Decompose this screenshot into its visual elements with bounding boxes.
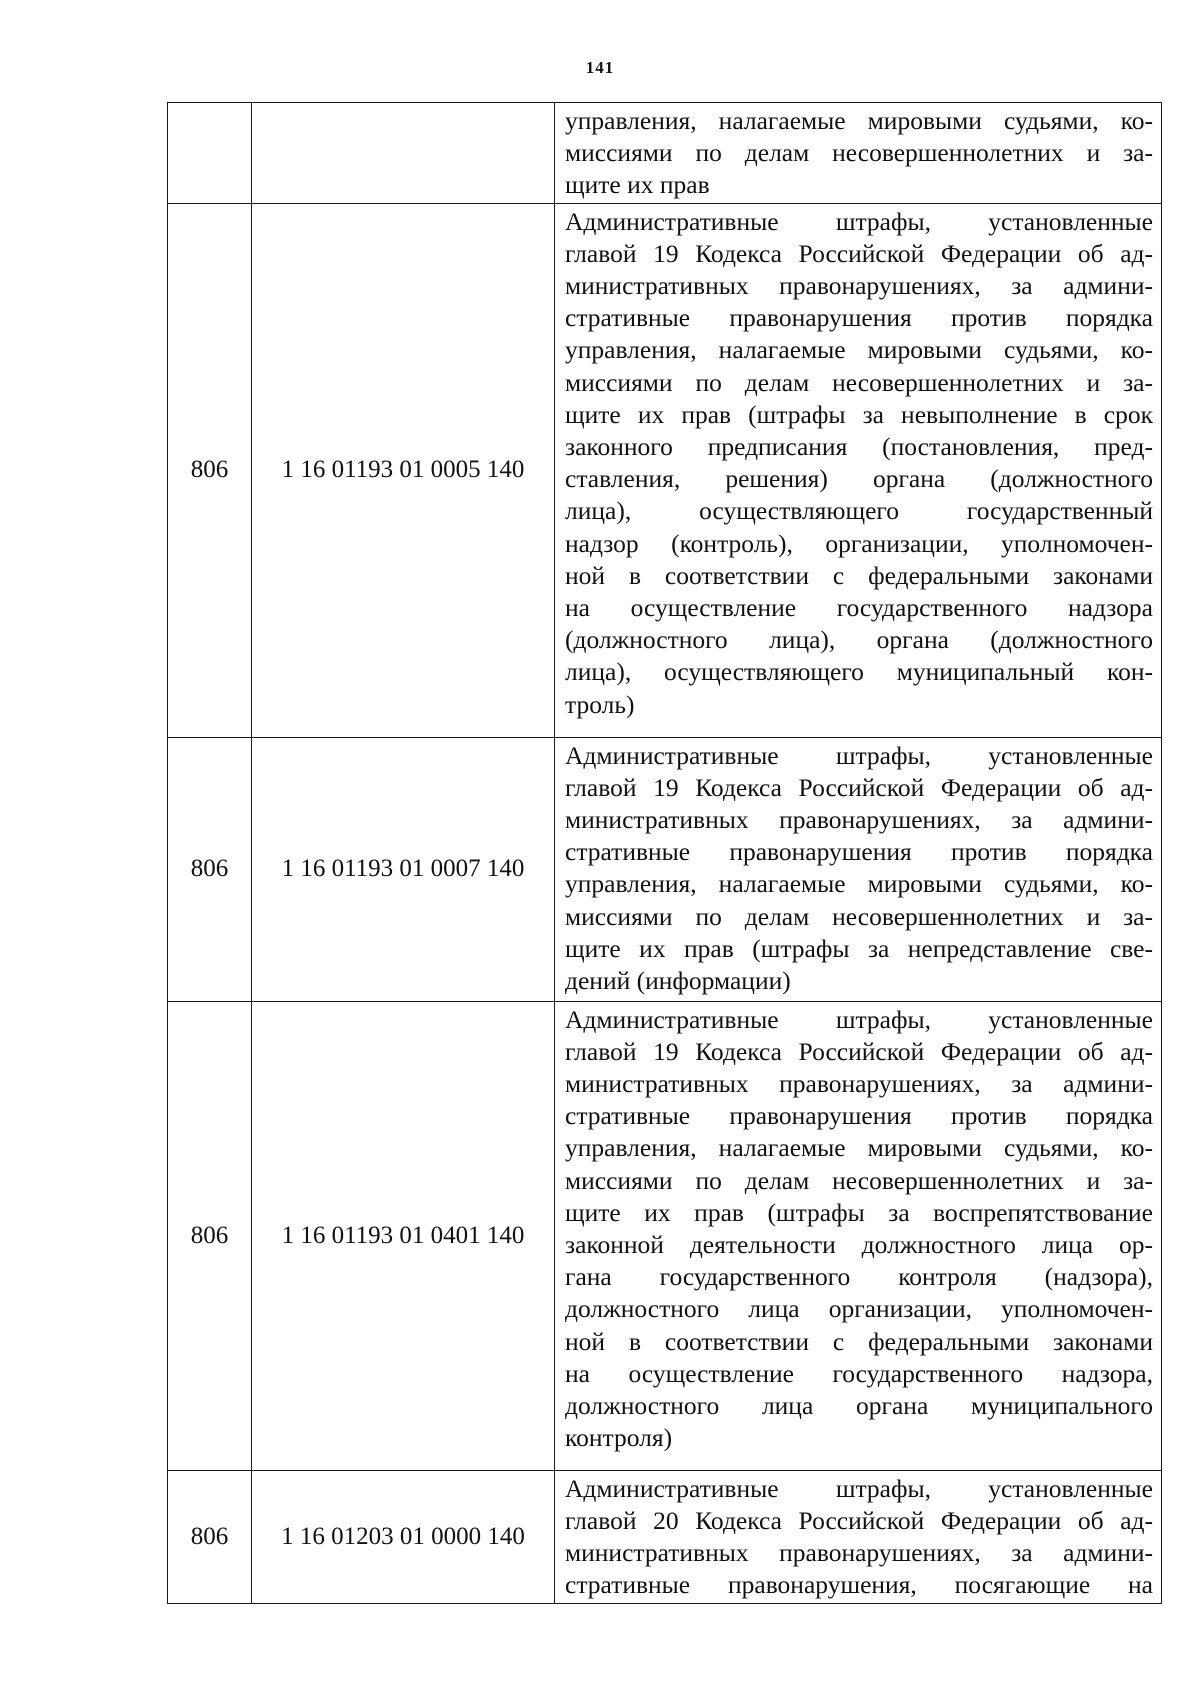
description-line: законного предписания (постановления, пред- [565, 432, 1153, 462]
budget-code-cell [252, 103, 555, 204]
description-line: миссиями по делам несовершеннолетних и за- [565, 367, 1153, 397]
description-cell [555, 1470, 1162, 1603]
description-line: миссиями по делам несовершеннолетних и за- [565, 138, 1153, 168]
description-cell [555, 103, 1162, 204]
description-line: щите их прав [565, 170, 710, 200]
description-line: главой 19 Кодекса Российской Федерации об ад- [565, 1036, 1153, 1066]
description-line: ной в соответствии с федеральными законами [565, 1326, 1153, 1356]
description-line: гана государственного контроля (надзора), [565, 1262, 1153, 1292]
description-line: стративные правонарушения против порядка [565, 837, 1153, 867]
description-line: надзор (контроль), организации, уполномочен- [565, 528, 1153, 558]
description-line: стративные правонарушения против порядка [565, 303, 1153, 333]
description-line: миссиями по делам несовершеннолетних и за- [565, 901, 1153, 931]
table-row [168, 103, 1162, 204]
admin-code-cell: 806 [168, 1470, 252, 1603]
description-line: стративные правонарушения, посягающие на [565, 1570, 1153, 1600]
description-line: лица), осуществляющего государственный [565, 496, 1153, 526]
admin-code-cell: 806 [168, 1001, 252, 1470]
description-cell [555, 1001, 1162, 1470]
description-line: законной деятельности должностного лица ор- [565, 1230, 1153, 1260]
admin-code-cell: 806 [168, 737, 252, 1001]
description-line: главой 20 Кодекса Российской Федерации об ад- [565, 1505, 1153, 1535]
table-row [168, 1001, 1162, 1470]
description-line: главой 19 Кодекса Российской Федерации об ад- [565, 772, 1153, 802]
description-line: ставления, решения) органа (должностного [565, 464, 1153, 494]
description-line: управления, налагаемые мировыми судьями, ко- [565, 106, 1153, 135]
description-line: щите их прав (штрафы за непредставление све- [565, 933, 1153, 963]
table-row [168, 737, 1162, 1001]
description-line: троль) [565, 689, 635, 719]
description-line: лица), осуществляющего муниципальный кон- [565, 657, 1153, 687]
description-line: ной в соответствии с федеральными законами [565, 560, 1153, 590]
description-line: контроля) [565, 1423, 673, 1453]
admin-code-cell [168, 103, 252, 204]
description-line: министративных правонарушениях, за админи- [565, 1069, 1153, 1099]
description-line: министративных правонарушениях, за админи- [565, 271, 1153, 301]
table-row [168, 203, 1162, 737]
budget-code-cell: 1 16 01193 01 0007 140 [252, 737, 555, 1001]
description-line: дений (информации) [565, 966, 791, 996]
description-line: (должностного лица), органа (должностного [565, 625, 1153, 655]
description-line: Административные штрафы, установленные [565, 206, 1153, 236]
description-line: министративных правонарушениях, за админи- [565, 1538, 1153, 1568]
description-line: управления, налагаемые мировыми судьями, ко- [565, 869, 1153, 899]
description-line: Административные штрафы, установленные [565, 740, 1153, 770]
table-row [168, 1470, 1162, 1603]
budget-code-cell: 1 16 01193 01 0005 140 [252, 203, 555, 737]
description-line: на осуществление государственного надзора [565, 593, 1153, 623]
admin-code-cell: 806 [168, 203, 252, 737]
description-line: управления, налагаемые мировыми судьями, ко- [565, 335, 1153, 365]
description-line: должностного лица органа муниципального [565, 1391, 1153, 1421]
description-cell [555, 203, 1162, 737]
description-line: Административные штрафы, установленные [565, 1004, 1153, 1034]
description-cell [555, 737, 1162, 1001]
budget-code-cell: 1 16 01193 01 0401 140 [252, 1001, 555, 1470]
description-line: Административные штрафы, установленные [565, 1473, 1153, 1503]
description-line: стративные правонарушения против порядка [565, 1101, 1153, 1131]
description-line: министративных правонарушениях, за админи- [565, 805, 1153, 835]
description-line: должностного лица организации, уполномочен- [565, 1294, 1153, 1324]
description-line: управления, налагаемые мировыми судьями, ко- [565, 1133, 1153, 1163]
description-line: щите их прав (штрафы за воспрепятствование [565, 1197, 1153, 1227]
description-line: главой 19 Кодекса Российской Федерации об ад- [565, 238, 1153, 268]
page-number: 141 [585, 58, 615, 77]
description-line: миссиями по делам несовершеннолетних и за- [565, 1165, 1153, 1195]
description-line: щите их прав (штрафы за невыполнение в срок [565, 399, 1153, 429]
budget-code-cell: 1 16 01203 01 0000 140 [252, 1470, 555, 1603]
description-line: на осуществление государственного надзора, [565, 1358, 1153, 1388]
classification-table [167, 102, 1162, 1604]
